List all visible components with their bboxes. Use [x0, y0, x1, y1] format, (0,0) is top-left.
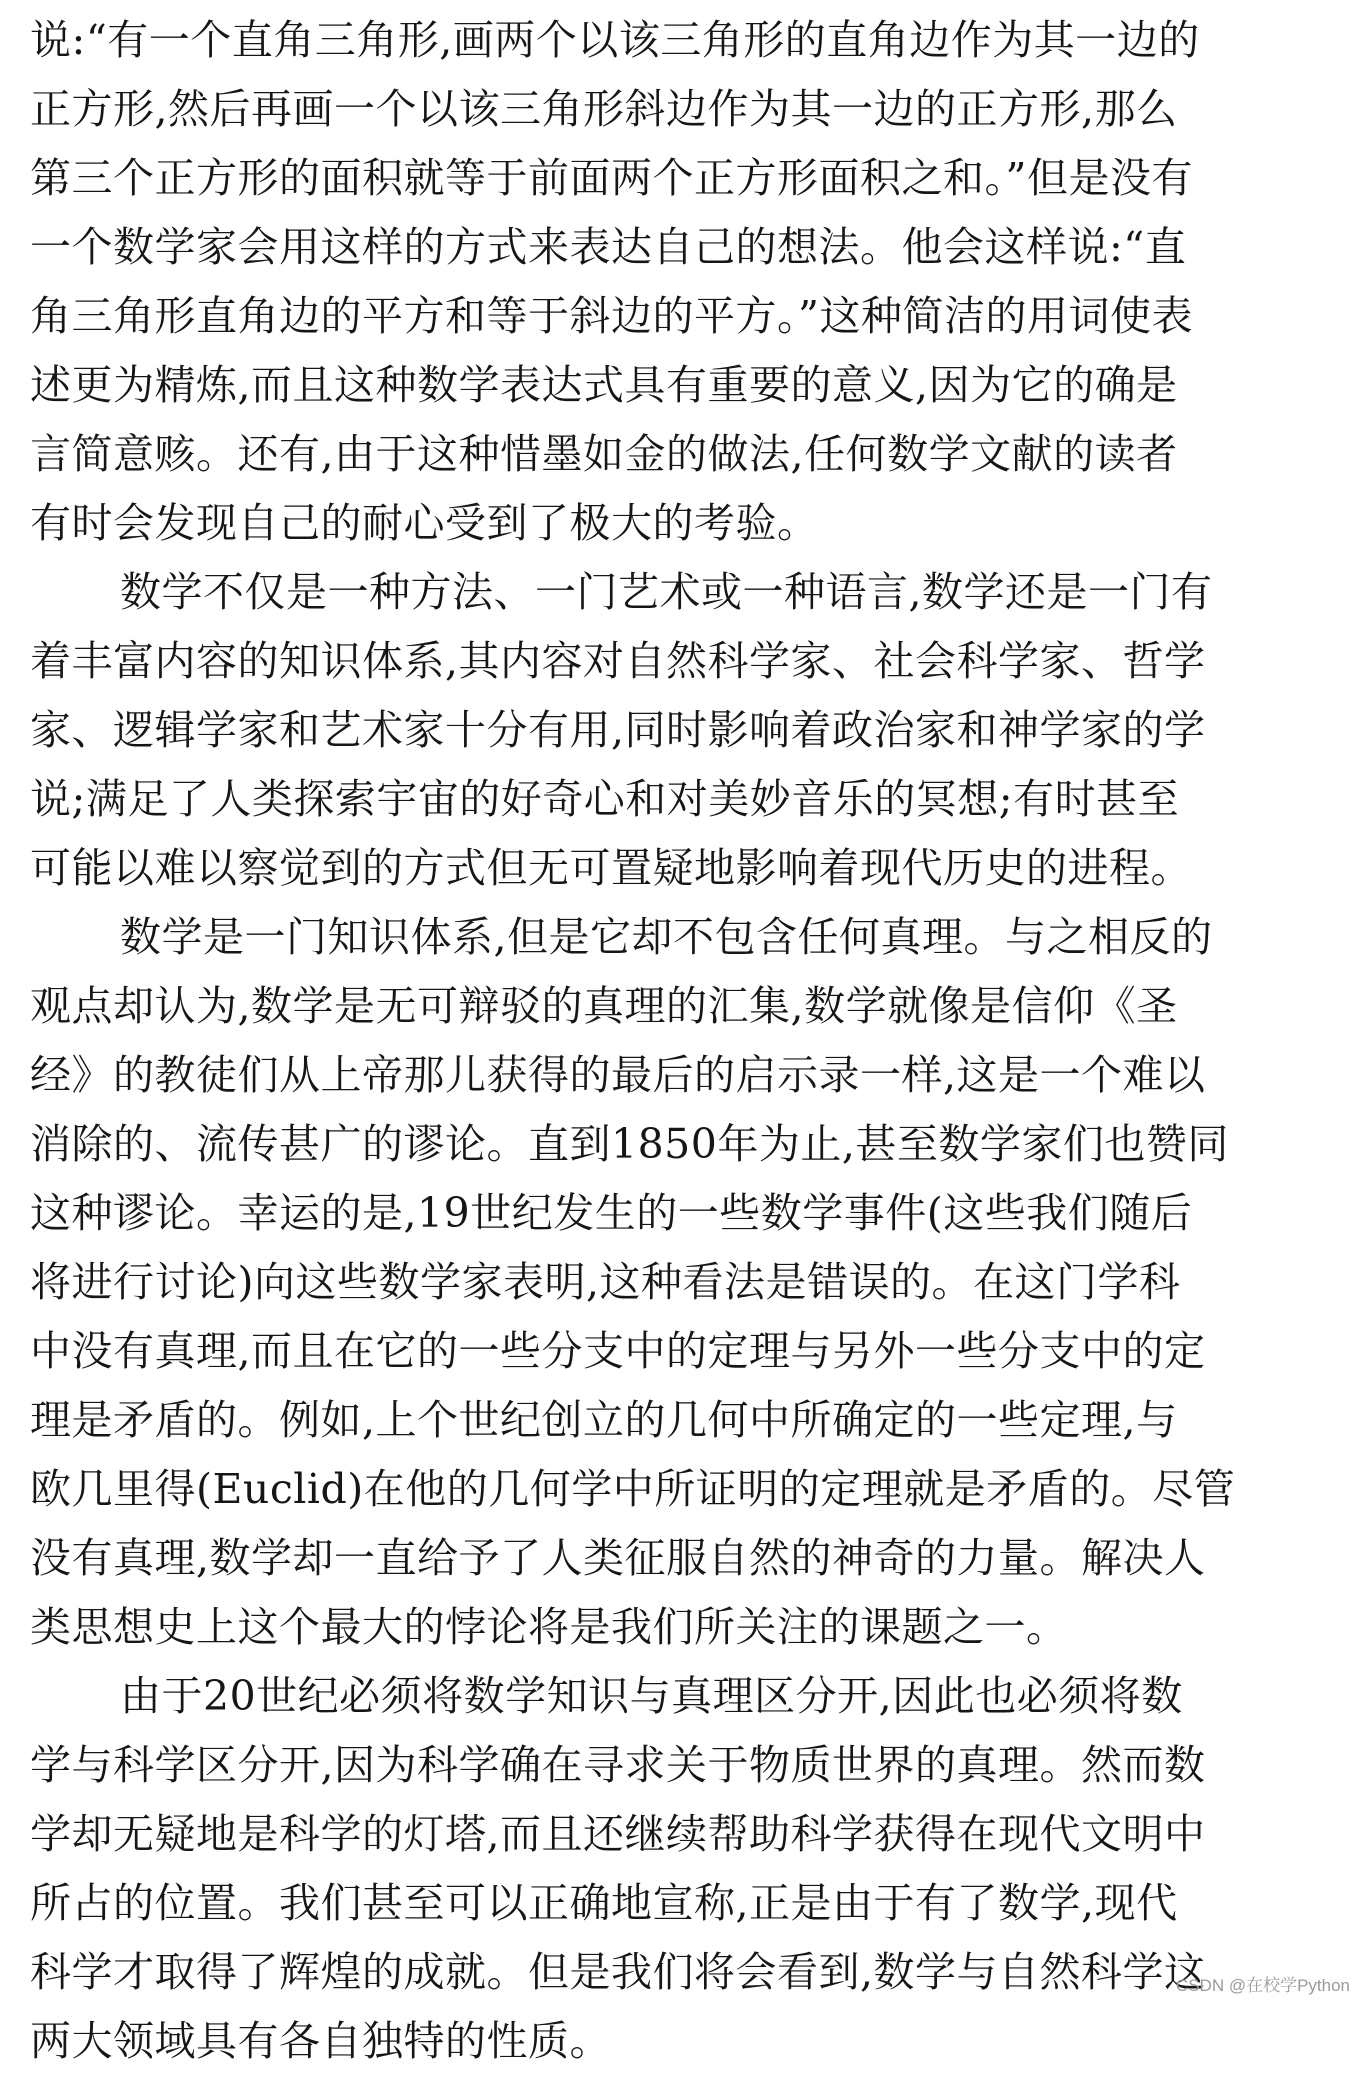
- text-line: 消除的、流传甚广的谬论。直到1850年为止,甚至数学家们也赞同: [30, 1120, 1229, 1168]
- paragraph-first-line: 由于20世纪必须将数学知识与真理区分开,因此也必须将数: [120, 1672, 1183, 1720]
- text-line: 述更为精炼,而且这种数学表达式具有重要的意义,因为它的确是: [30, 361, 1178, 409]
- text-line: 所占的位置。我们甚至可以正确地宣称,正是由于有了数学,现代: [30, 1879, 1178, 1927]
- text-line: 学与科学区分开,因为科学确在寻求关于物质世界的真理。然而数: [30, 1741, 1206, 1789]
- text-line: 说:“有一个直角三角形,画两个以该三角形的直角边作为其一边的: [30, 16, 1200, 64]
- text-line: 说;满足了人类探索宇宙的好奇心和对美妙音乐的冥想;有时甚至: [30, 775, 1180, 823]
- text-line: 着丰富内容的知识体系,其内容对自然科学家、社会科学家、哲学: [30, 637, 1206, 685]
- text-line: 可能以难以察觉到的方式但无可置疑地影响着现代历史的进程。: [30, 844, 1192, 892]
- text-line: 中没有真理,而且在它的一些分支中的定理与另外一些分支中的定: [30, 1327, 1206, 1375]
- paragraph-first-line: 数学不仅是一种方法、一门艺术或一种语言,数学还是一门有: [120, 568, 1213, 616]
- text-line: 家、逻辑学家和艺术家十分有用,同时影响着政治家和神学家的学: [30, 706, 1206, 754]
- text-line: 科学才取得了辉煌的成就。但是我们将会看到,数学与自然科学这: [30, 1948, 1206, 1996]
- text-line: 角三角形直角边的平方和等于斜边的平方。”这种简洁的用词使表: [30, 292, 1193, 340]
- text-line: 没有真理,数学却一直给予了人类征服自然的神奇的力量。解决人: [30, 1534, 1206, 1582]
- text-line: 类思想史上这个最大的悖论将是我们所关注的课题之一。: [30, 1603, 1068, 1651]
- body-text: [30, 6, 1330, 2076]
- text-line: 观点却认为,数学是无可辩驳的真理的汇集,数学就像是信仰《圣: [30, 982, 1178, 1030]
- text-line: 理是矛盾的。例如,上个世纪创立的几何中所确定的一些定理,与: [30, 1396, 1178, 1444]
- text-line: 正方形,然后再画一个以该三角形斜边作为其一边的正方形,那么: [30, 85, 1178, 133]
- text-line: 有时会发现自己的耐心受到了极大的考验。: [30, 499, 819, 547]
- watermark: CSDN @在校学Python: [1175, 1976, 1350, 1995]
- text-line: 欧几里得(Euclid)在他的几何学中所证明的定理就是矛盾的。尽管: [30, 1465, 1236, 1513]
- text-line: 学却无疑地是科学的灯塔,而且还继续帮助科学获得在现代文明中: [30, 1810, 1206, 1858]
- text-line: 一个数学家会用这样的方式来表达自己的想法。他会这样说:“直: [30, 223, 1187, 271]
- text-line: 这种谬论。幸运的是,19世纪发生的一些数学事件(这些我们随后: [30, 1189, 1193, 1237]
- paragraph-first-line: 数学是一门知识体系,但是它却不包含任何真理。与之相反的: [120, 913, 1213, 961]
- text-line: 经》的教徒们从上帝那儿获得的最后的启示录一样,这是一个难以: [30, 1051, 1206, 1099]
- text-line: 将进行讨论)向这些数学家表明,这种看法是错误的。在这门学科: [30, 1258, 1181, 1306]
- text-line: 两大领域具有各自独特的性质。: [30, 2017, 611, 2065]
- text-line: 言简意赅。还有,由于这种惜墨如金的做法,任何数学文献的读者: [30, 430, 1178, 478]
- text-line: 第三个正方形的面积就等于前面两个正方形面积之和。”但是没有: [30, 154, 1193, 202]
